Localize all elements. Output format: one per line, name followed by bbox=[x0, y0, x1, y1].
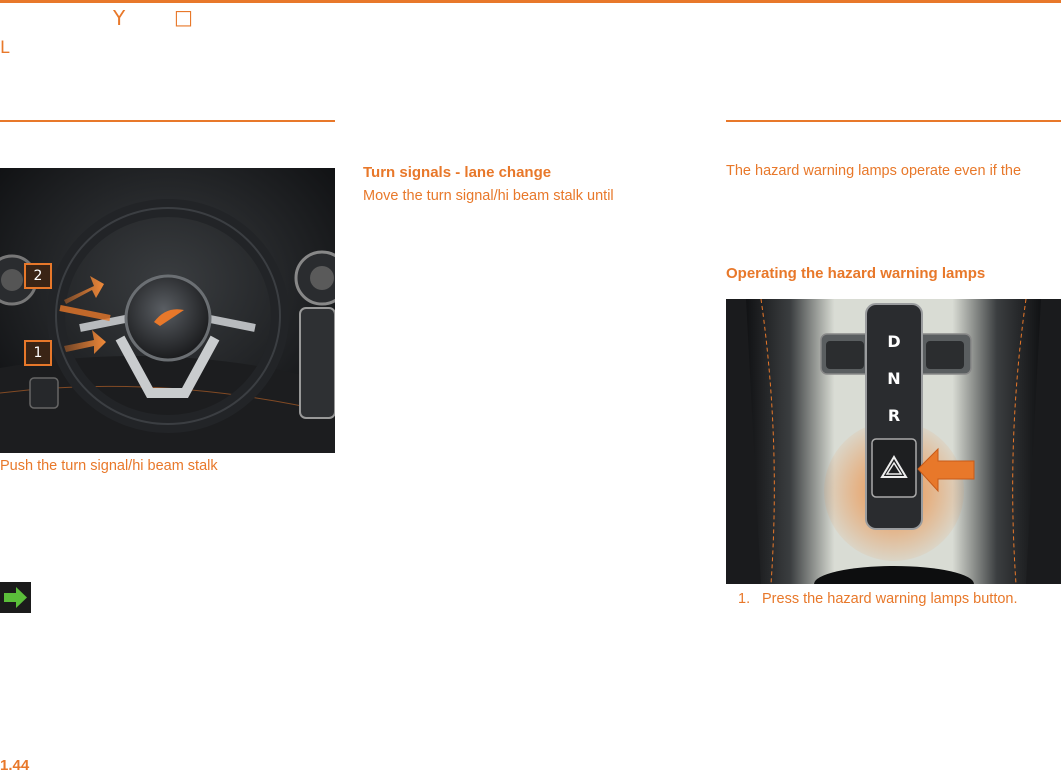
step-number: 1. bbox=[738, 591, 751, 607]
page-number: 1.44 bbox=[0, 757, 30, 774]
callout-2: 2 bbox=[24, 263, 52, 289]
header-glyph-y: Y bbox=[113, 6, 126, 30]
right-intro-text: The hazard warning lamps operate even if the bbox=[726, 163, 1022, 179]
step-text: Press the hazard warning lamps button. bbox=[762, 591, 1018, 607]
hazard-console-photo bbox=[726, 299, 1061, 584]
gear-label-n: N bbox=[887, 369, 901, 388]
middle-body-text: Move the turn signal/hi beam stalk until bbox=[363, 188, 614, 204]
gear-label-r: R bbox=[887, 406, 901, 425]
steering-wheel-photo bbox=[0, 168, 335, 453]
middle-heading: Turn signals - lane change bbox=[363, 164, 552, 181]
left-column-rule bbox=[0, 120, 335, 122]
gear-label-d: D bbox=[887, 332, 901, 351]
right-column-rule bbox=[726, 120, 1061, 122]
callout-1: 1 bbox=[24, 340, 52, 366]
header-glyph-box: □ bbox=[174, 5, 193, 29]
green-arrow-icon bbox=[0, 582, 31, 613]
header-glyph-l: L bbox=[0, 38, 10, 58]
left-caption: Push the turn signal/hi beam stalk bbox=[0, 458, 218, 474]
right-heading: Operating the hazard warning lamps bbox=[726, 265, 986, 282]
top-accent-bar bbox=[0, 0, 1061, 3]
